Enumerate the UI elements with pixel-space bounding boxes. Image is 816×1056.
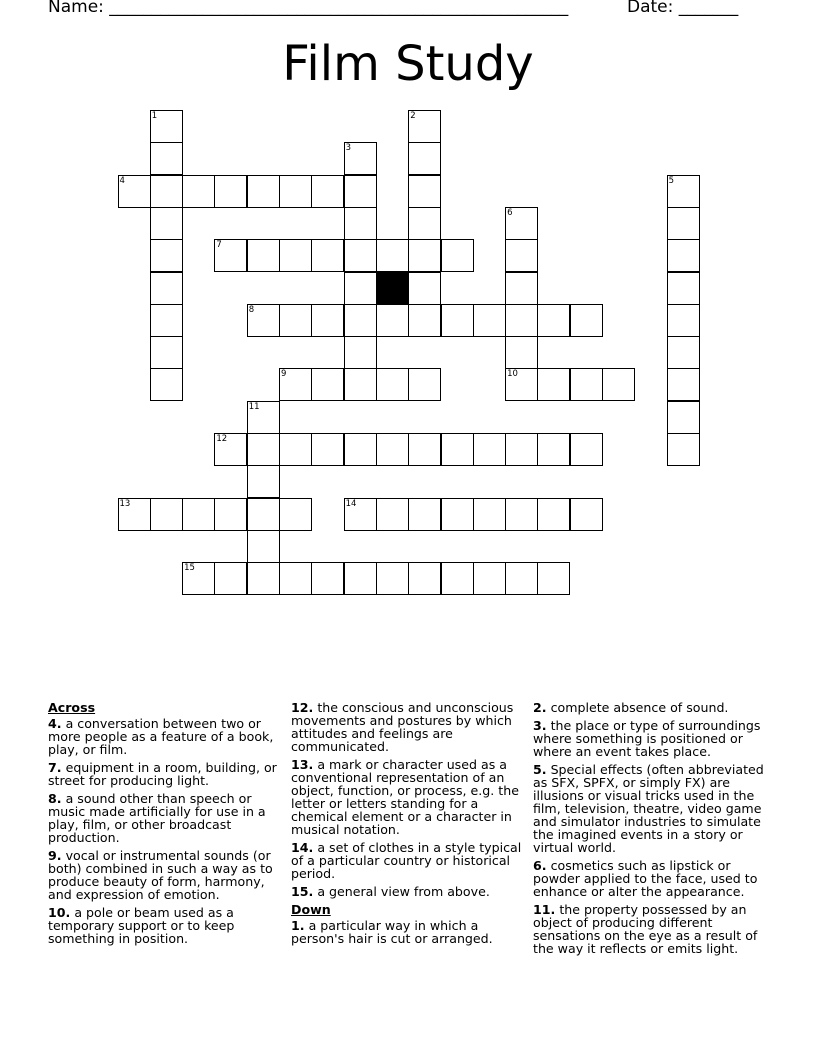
clue-section-heading: Down (291, 902, 331, 917)
clue-text: a general view from above. (313, 884, 490, 899)
grid-cell[interactable] (505, 336, 538, 369)
grid-cell[interactable] (311, 175, 344, 208)
grid-cell[interactable] (150, 207, 183, 240)
clue-item (48, 906, 284, 945)
grid-cell[interactable] (376, 239, 409, 272)
grid-cell[interactable] (344, 239, 377, 272)
grid-cell[interactable] (473, 498, 506, 531)
grid-cell[interactable] (667, 336, 700, 369)
grid-cell[interactable] (118, 498, 151, 531)
grid-cell[interactable] (473, 304, 506, 337)
grid-cell[interactable] (505, 272, 538, 305)
grid-cell[interactable] (279, 368, 312, 401)
grid-cell[interactable] (247, 239, 280, 272)
grid-cell[interactable] (408, 175, 441, 208)
grid-cell[interactable] (344, 207, 377, 240)
clue-number: 11. (533, 902, 556, 917)
grid-cell[interactable] (667, 368, 700, 401)
name-line[interactable]: Name: ______________________________________________________ (48, 0, 569, 17)
grid-cell[interactable] (311, 239, 344, 272)
grid-cell[interactable] (408, 142, 441, 175)
grid-cell[interactable] (441, 498, 474, 531)
clue-text: a sound other than speech or music made artificially for use in a play, film, or other broadcast production. (48, 791, 266, 845)
clue-item (291, 885, 523, 898)
grid-cell[interactable] (344, 368, 377, 401)
grid-cell[interactable] (408, 498, 441, 531)
grid-cell[interactable] (247, 401, 280, 434)
clue-text: the property possessed by an object of producing different sensations on the eye as a result of the way it reflects or emits light. (533, 902, 758, 956)
grid-cell[interactable] (570, 498, 603, 531)
grid-cell[interactable] (150, 336, 183, 369)
cell-number: 11 (248, 401, 260, 412)
clue-number: 3. (533, 718, 547, 733)
clue-item (48, 792, 284, 844)
grid-cell[interactable] (570, 368, 603, 401)
grid-cell[interactable] (505, 562, 538, 595)
grid-cell[interactable] (667, 304, 700, 337)
grid-cell[interactable] (505, 239, 538, 272)
clues-column-1 (48, 701, 284, 950)
grid-cell[interactable] (667, 401, 700, 434)
grid-cell[interactable] (247, 304, 280, 337)
grid-cell[interactable] (279, 239, 312, 272)
clue-number: 9. (48, 848, 62, 863)
date-line[interactable]: Date: _______ (627, 0, 739, 17)
clue-item (48, 849, 284, 901)
grid-cell[interactable] (247, 465, 280, 498)
cell-number: 15 (184, 563, 195, 574)
clue-text: a pole or beam used as a temporary support or to keep something in position. (48, 905, 235, 946)
grid-cell[interactable] (150, 142, 183, 175)
cell-number: 6 (507, 207, 513, 218)
grid-cell[interactable] (150, 239, 183, 272)
clue-number: 13. (291, 757, 314, 772)
cell-number: 4 (119, 175, 125, 186)
grid-cell[interactable] (441, 562, 474, 595)
clue-text: the place or type of surroundings where something is positioned or where an event takes place. (533, 718, 761, 759)
clues-column-2 (291, 701, 523, 950)
grid-cell[interactable] (473, 433, 506, 466)
grid-cell[interactable] (667, 239, 700, 272)
clue-text: Special effects (often abbreviated as SFX, SPFX, or simply FX) are illusions or visual tricks used in the film, television, theatre, video game and simulator industries to simulate the imagined events in a story or virtual world. (533, 762, 764, 855)
grid-cell[interactable] (279, 304, 312, 337)
clue-item (533, 859, 765, 898)
grid-cell[interactable] (408, 239, 441, 272)
grid-cell[interactable] (602, 368, 635, 401)
clues-column-3 (533, 701, 765, 960)
grid-cell[interactable] (408, 433, 441, 466)
grid-cell[interactable] (344, 562, 377, 595)
grid-cell[interactable] (247, 175, 280, 208)
grid-cell[interactable] (182, 175, 215, 208)
cell-number: 5 (668, 175, 675, 186)
clue-number: 2. (533, 700, 547, 715)
clue-number: 8. (48, 791, 62, 806)
clue-item (291, 919, 523, 945)
blocked-cell (376, 272, 409, 305)
grid-cell[interactable] (537, 368, 570, 401)
grid-cell[interactable] (537, 304, 570, 337)
grid-cell[interactable] (150, 304, 183, 337)
clue-text: equipment in a room, building, or street for producing light. (48, 760, 277, 788)
cell-number: 7 (216, 240, 222, 251)
clue-number: 15. (291, 884, 314, 899)
cell-number: 12 (216, 434, 228, 444)
grid-cell[interactable] (279, 175, 312, 208)
grid-cell[interactable] (344, 175, 377, 208)
clue-item (533, 719, 765, 758)
grid-cell[interactable] (473, 562, 506, 595)
grid-cell[interactable] (247, 562, 280, 595)
grid-cell[interactable] (408, 207, 441, 240)
clue-item (533, 701, 765, 714)
grid-cell[interactable] (344, 272, 377, 305)
clue-item (291, 701, 523, 753)
grid-cell[interactable] (214, 433, 247, 466)
clue-item (48, 717, 284, 756)
clue-number: 14. (291, 840, 314, 855)
grid-cell[interactable] (408, 272, 441, 305)
clue-number: 7. (48, 760, 62, 775)
grid-cell[interactable] (344, 433, 377, 466)
cell-number: 14 (345, 498, 357, 509)
grid-cell[interactable] (505, 207, 538, 240)
grid-cell[interactable] (376, 368, 409, 401)
grid-cell[interactable] (311, 433, 344, 466)
clue-text: a particular way in which a person's hair is cut or arranged. (291, 918, 493, 946)
cell-number: 2 (410, 111, 416, 121)
cell-number: 8 (248, 304, 255, 315)
clue-number: 10. (48, 905, 71, 920)
grid-cell[interactable] (344, 304, 377, 337)
grid-cell[interactable] (214, 562, 247, 595)
grid-cell[interactable] (214, 498, 247, 531)
grid-cell[interactable] (182, 498, 215, 531)
grid-cell[interactable] (667, 207, 700, 240)
grid-cell[interactable] (505, 304, 538, 337)
clue-item (533, 903, 765, 955)
grid-cell[interactable] (150, 272, 183, 305)
clue-text: a mark or character used as a conventional representation of an object, function, or process, e.g. the letter or letters standing for a chemical element or a character in musical notation. (291, 757, 519, 837)
grid-cell[interactable] (150, 175, 183, 208)
clue-text: cosmetics such as lipstick or powder applied to the face, used to enhance or alter the appearance. (533, 858, 758, 899)
grid-cell[interactable] (150, 110, 183, 143)
cell-number: 3 (345, 143, 352, 154)
clue-number: 5. (533, 762, 547, 777)
grid-cell[interactable] (311, 304, 344, 337)
grid-cell[interactable] (441, 433, 474, 466)
grid-cell[interactable] (279, 433, 312, 466)
grid-cell[interactable] (505, 433, 538, 466)
grid-cell[interactable] (311, 562, 344, 595)
clue-item (291, 758, 523, 836)
grid-cell[interactable] (247, 530, 280, 563)
clue-text: the conscious and unconscious movements and postures by which attitudes and feelings are communicated. (291, 700, 514, 754)
grid-cell[interactable] (667, 433, 700, 466)
grid-cell[interactable] (344, 498, 377, 531)
grid-cell[interactable] (408, 368, 441, 401)
cell-number: 13 (119, 498, 131, 509)
grid-cell[interactable] (441, 239, 474, 272)
grid-cell[interactable] (279, 498, 312, 531)
grid-cell[interactable] (376, 433, 409, 466)
grid-cell[interactable] (214, 239, 247, 272)
clue-text: a set of clothes in a style typical of a particular country or historical period. (291, 840, 522, 881)
grid-cell[interactable] (182, 562, 215, 595)
grid-cell[interactable] (570, 433, 603, 466)
grid-cell[interactable] (118, 175, 151, 208)
grid-cell[interactable] (537, 498, 570, 531)
grid-cell[interactable] (279, 562, 312, 595)
grid-cell[interactable] (667, 175, 700, 208)
clue-number: 6. (533, 858, 547, 873)
clue-text: a conversation between two or more people as a feature of a book, play, or film. (48, 716, 274, 757)
clue-section-heading: Across (48, 700, 96, 715)
grid-cell[interactable] (247, 498, 280, 531)
clue-text: complete absence of sound. (546, 700, 729, 715)
clue-number: 1. (291, 918, 305, 933)
grid-cell[interactable] (376, 304, 409, 337)
grid-cell[interactable] (247, 433, 280, 466)
cell-number: 1 (151, 111, 158, 121)
grid-cell[interactable] (214, 175, 247, 208)
grid-cell[interactable] (344, 142, 377, 175)
grid-cell[interactable] (150, 498, 183, 531)
cell-number: 9 (281, 369, 287, 380)
grid-cell[interactable] (667, 272, 700, 305)
grid-cell[interactable] (537, 562, 570, 595)
grid-cell[interactable] (537, 433, 570, 466)
grid-cell[interactable] (408, 304, 441, 337)
page-title: Film Study (282, 36, 534, 92)
clue-item (48, 761, 284, 787)
grid-cell[interactable] (408, 110, 441, 143)
grid-cell[interactable] (505, 498, 538, 531)
grid-cell[interactable] (311, 368, 344, 401)
clue-number: 12. (291, 700, 314, 715)
clue-number: 4. (48, 716, 62, 731)
grid-cell[interactable] (570, 304, 603, 337)
grid-cell[interactable] (441, 304, 474, 337)
grid-cell[interactable] (376, 498, 409, 531)
clue-text: vocal or instrumental sounds (or both) combined in such a way as to produce beauty of form, harmony, and expression of emotion. (48, 848, 273, 902)
grid-cell[interactable] (150, 368, 183, 401)
clue-item (533, 763, 765, 854)
clue-item (291, 841, 523, 880)
grid-cell[interactable] (408, 562, 441, 595)
grid-cell[interactable] (344, 336, 377, 369)
cell-number: 10 (507, 369, 518, 380)
grid-cell[interactable] (505, 368, 538, 401)
grid-cell[interactable] (376, 562, 409, 595)
